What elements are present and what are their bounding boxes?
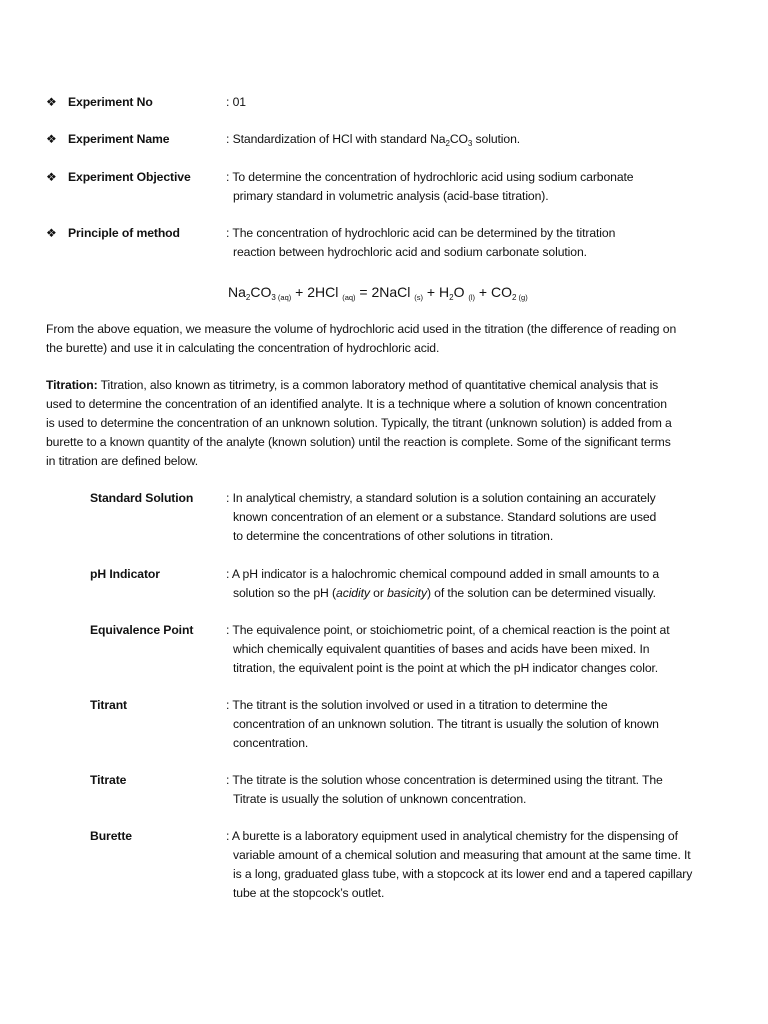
experiment-name-text: : Standardization of HCl with standard Na	[226, 132, 446, 146]
definition-term: Standard Solution	[90, 491, 194, 505]
titration-term: Titration:	[46, 378, 98, 392]
text-line: is a long, graduated glass tube, with a stopcock at its lower end and a tapered capillary	[233, 867, 693, 881]
definition-text	[226, 771, 726, 809]
text-italic: basicity	[387, 586, 427, 600]
eq-sub: 2	[245, 293, 251, 302]
text-part: or	[369, 586, 388, 600]
experiment-name-text: CO	[449, 132, 468, 146]
eq-part: O	[453, 284, 469, 300]
definition-term: Burette	[90, 829, 132, 843]
text-line: which chemically equivalent quantities of bases and acids have been mixed. In	[233, 642, 650, 656]
text-line: : The titrate is the solution whose concentration is determined using the titrant. The	[226, 773, 663, 787]
definition-text	[226, 696, 726, 753]
text-line: the burette) and use it in calculating the concentration of hydrochloric acid.	[46, 341, 440, 355]
experiment-name-text: solution.	[472, 132, 521, 146]
definition-text	[226, 621, 726, 678]
eq-part: CO	[250, 284, 272, 300]
text-line	[226, 584, 726, 603]
text-part: solution so the pH (	[233, 586, 337, 600]
text-line-rest: Titration, also known as titrimetry, is a common laboratory method of quantitative chemical analysis that is	[97, 378, 659, 392]
experiment-objective-value	[226, 168, 716, 206]
text-italic: acidity	[336, 586, 370, 600]
eq-part: + 2HCl	[291, 284, 343, 300]
eq-sub: 3	[271, 293, 276, 302]
text-line: concentration.	[233, 736, 309, 750]
text-line	[46, 376, 726, 395]
definition-term: Titrant	[90, 698, 127, 712]
text-line: : A burette is a laboratory equipment used in analytical chemistry for the dispensing of	[226, 829, 678, 843]
text-line: variable amount of a chemical solution and measuring that amount at the same time. It	[233, 848, 691, 862]
text-line: burette to a known quantity of the analyte (known solution) until the reaction is complete. Some of the significant terms	[46, 435, 671, 449]
text-line: known concentration of an element or a substance. Standard solutions are used	[233, 510, 657, 524]
definition-term: Titrate	[90, 773, 127, 787]
text-line: : To determine the concentration of hydrochloric acid using sodium carbonate	[226, 170, 634, 184]
eq-sub: 2	[512, 293, 517, 302]
definition-term: pH Indicator	[90, 567, 160, 581]
eq-part: + H	[423, 284, 450, 300]
principle-value	[226, 224, 716, 262]
text-line: : In analytical chemistry, a standard solution is a solution containing an accurately	[226, 491, 656, 505]
text-line: is used to determine the concentration of an unknown solution. Typically, the titrant (unknown solution) is added from a	[46, 416, 672, 430]
eq-state: (aq)	[275, 293, 292, 302]
eq-sub: 2	[449, 293, 454, 302]
definition-term: Equivalence Point	[90, 623, 194, 637]
eq-part: = 2NaCl	[355, 284, 415, 300]
chemical-equation	[228, 282, 528, 308]
experiment-no-label: Experiment No	[68, 95, 153, 109]
eq-state: (l)	[468, 293, 476, 302]
experiment-name-label: Experiment Name	[68, 132, 170, 146]
text-line: titration, the equivalent point is the point at which the pH indicator changes color.	[233, 661, 659, 675]
text-line: : A pH indicator is a halochromic chemical compound added in small amounts to a	[226, 567, 660, 581]
text-line: reaction between hydrochloric acid and sodium carbonate solution.	[233, 245, 587, 259]
bullet-icon: ❖	[46, 132, 57, 146]
titration-paragraph	[46, 376, 726, 471]
bullet-icon: ❖	[46, 95, 57, 109]
experiment-name-value	[226, 130, 716, 153]
eq-state: (g)	[516, 293, 528, 302]
definition-text	[226, 489, 726, 546]
eq-part: + CO	[475, 284, 512, 300]
text-line: tube at the stopcock’s outlet.	[233, 886, 385, 900]
text-line: : The titrant is the solution involved or used in a titration to determine the	[226, 698, 608, 712]
text-line: used to determine the concentration of an identified analyte. It is a technique where a solution of known concentration	[46, 397, 667, 411]
eq-part: Na	[228, 284, 246, 300]
text-line: in titration are defined below.	[46, 454, 199, 468]
eq-state: (s)	[414, 293, 424, 302]
experiment-objective-label: Experiment Objective	[68, 170, 191, 184]
subscript: 2	[445, 139, 450, 148]
text-line: concentration of an unknown solution. The titrant is usually the solution of known	[233, 717, 659, 731]
text-line: Titrate is usually the solution of unknown concentration.	[233, 792, 527, 806]
principle-label: Principle of method	[68, 226, 180, 240]
equation-explanation-paragraph	[46, 320, 726, 358]
text-line: primary standard in volumetric analysis (acid-base titration).	[233, 189, 549, 203]
text-part: ) of the solution can be determined visually.	[426, 586, 656, 600]
definition-text	[226, 565, 726, 603]
eq-state: (aq)	[342, 293, 356, 302]
experiment-no-value: : 01	[226, 95, 246, 109]
text-line: : The concentration of hydrochloric acid can be determined by the titration	[226, 226, 616, 240]
text-line: to determine the concentrations of other solutions in titration.	[233, 529, 554, 543]
text-line: From the above equation, we measure the volume of hydrochloric acid used in the titration (the difference of reading on	[46, 322, 677, 336]
bullet-icon: ❖	[46, 226, 57, 240]
definition-text	[226, 827, 726, 903]
text-line: : The equivalence point, or stoichiometric point, of a chemical reaction is the point at	[226, 623, 670, 637]
bullet-icon: ❖	[46, 170, 57, 184]
subscript: 3	[467, 139, 473, 148]
